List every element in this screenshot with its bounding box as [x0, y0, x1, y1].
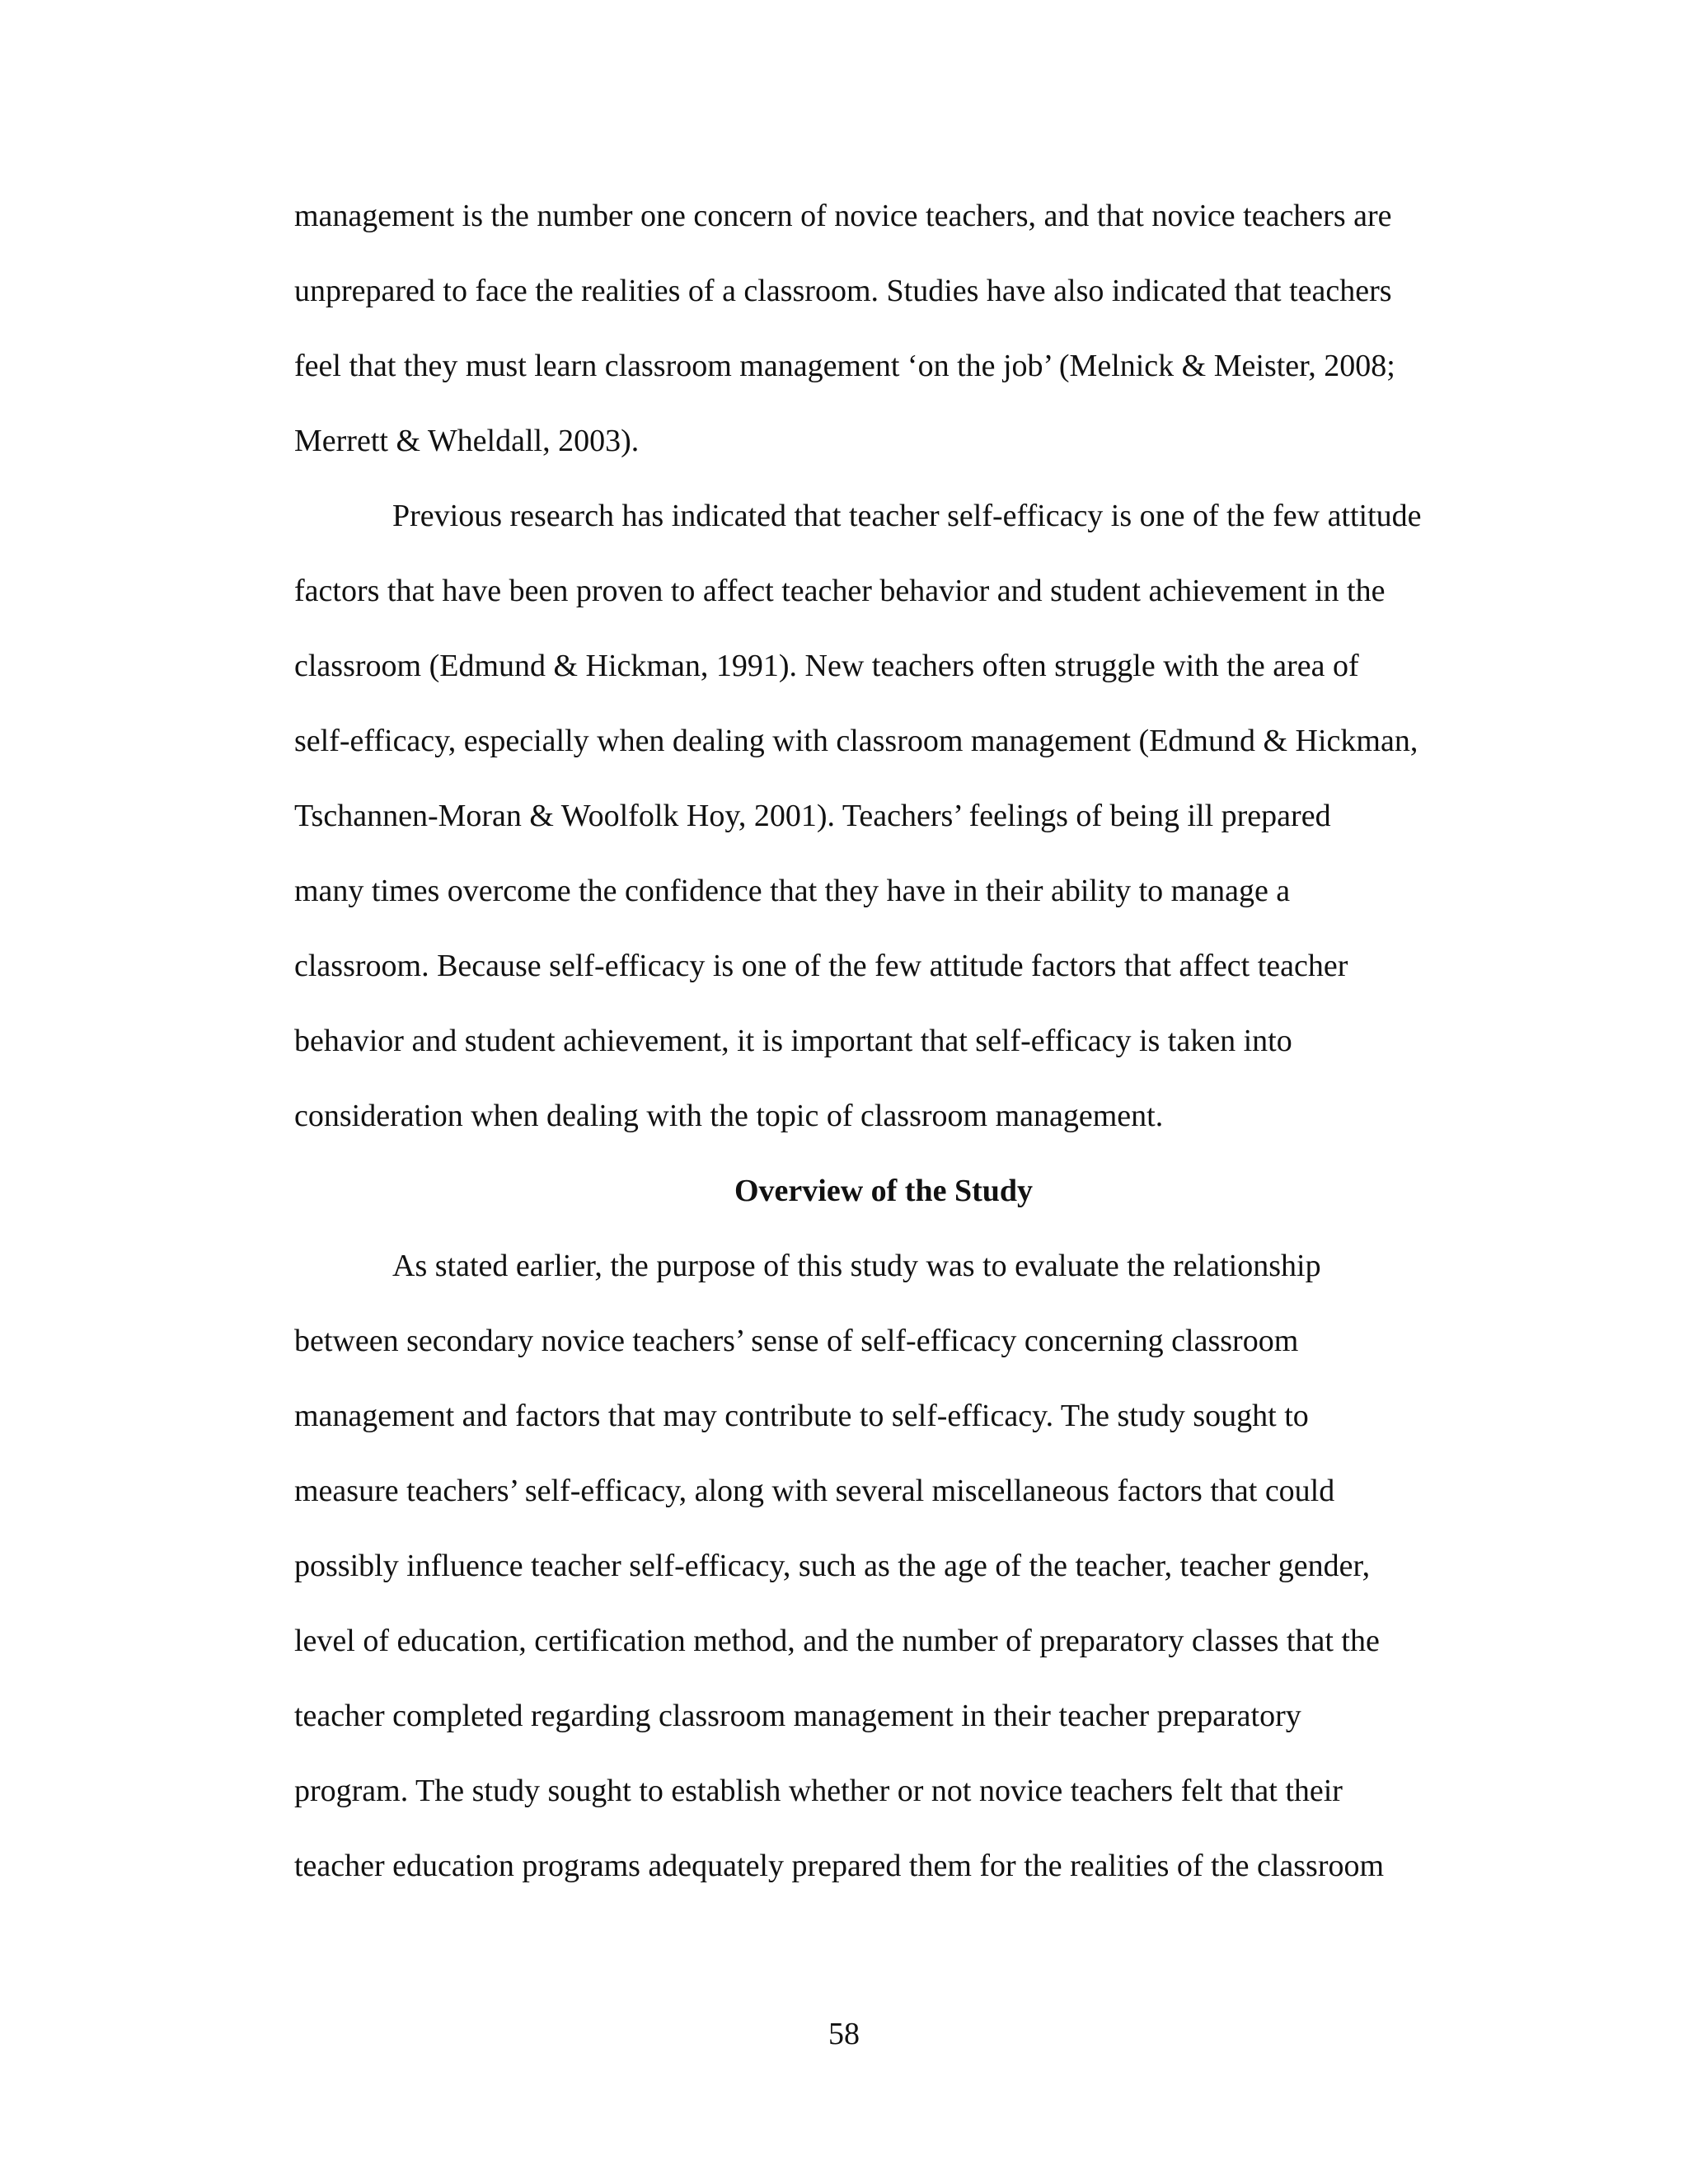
text-line: possibly influence teacher self-efficacy, such as the age of the teacher, teacher gender,	[294, 1549, 1371, 1583]
section-heading: Overview of the Study	[734, 1174, 1034, 1208]
text-line: behavior and student achievement, it is important that self-efficacy is taken into	[294, 1024, 1292, 1058]
text-line: program. The study sought to establish whether or not novice teachers felt that their	[294, 1774, 1343, 1808]
text-line: teacher education programs adequately prepared them for the realities of the classroom	[294, 1849, 1385, 1883]
text-line: level of education, certification method, and the number of preparatory classes that the	[294, 1624, 1380, 1658]
text-line: management and factors that may contribute to self-efficacy. The study sought to	[294, 1399, 1309, 1433]
text-line: Tschannen-Moran & Woolfolk Hoy, 2001). Teachers’ feelings of being ill prepared	[294, 799, 1331, 833]
text-line: classroom. Because self-efficacy is one of the few attitude factors that affect teacher	[294, 949, 1348, 983]
text-line: unprepared to face the realities of a classroom. Studies have also indicated that teachers	[294, 274, 1392, 308]
text-line: many times overcome the confidence that they have in their ability to manage a	[294, 874, 1291, 908]
text-line: measure teachers’ self-efficacy, along with several miscellaneous factors that could	[294, 1474, 1335, 1508]
paragraph-first-line: As stated earlier, the purpose of this study was to evaluate the relationship	[392, 1249, 1321, 1283]
text-line: factors that have been proven to affect teacher behavior and student achievement in the	[294, 574, 1386, 608]
text-line: classroom (Edmund & Hickman, 1991). New teachers often struggle with the area of	[294, 649, 1359, 683]
text-line: consideration when dealing with the topic of classroom management.	[294, 1099, 1164, 1133]
text-line: between secondary novice teachers’ sense of self-efficacy concerning classroom	[294, 1324, 1299, 1358]
page-number: 58	[828, 2017, 860, 2051]
text-line: management is the number one concern of novice teachers, and that novice teachers are	[294, 199, 1392, 233]
paragraph-first-line: Previous research has indicated that teacher self-efficacy is one of the few attitude	[392, 499, 1422, 533]
body-text	[294, 191, 1473, 1916]
text-line: feel that they must learn classroom management ‘on the job’ (Melnick & Meister, 2008;	[294, 349, 1395, 383]
text-line: Merrett & Wheldall, 2003).	[294, 424, 640, 458]
text-line: teacher completed regarding classroom management in their teacher preparatory	[294, 1699, 1301, 1733]
text-line: self-efficacy, especially when dealing with classroom management (Edmund & Hickman,	[294, 724, 1418, 758]
